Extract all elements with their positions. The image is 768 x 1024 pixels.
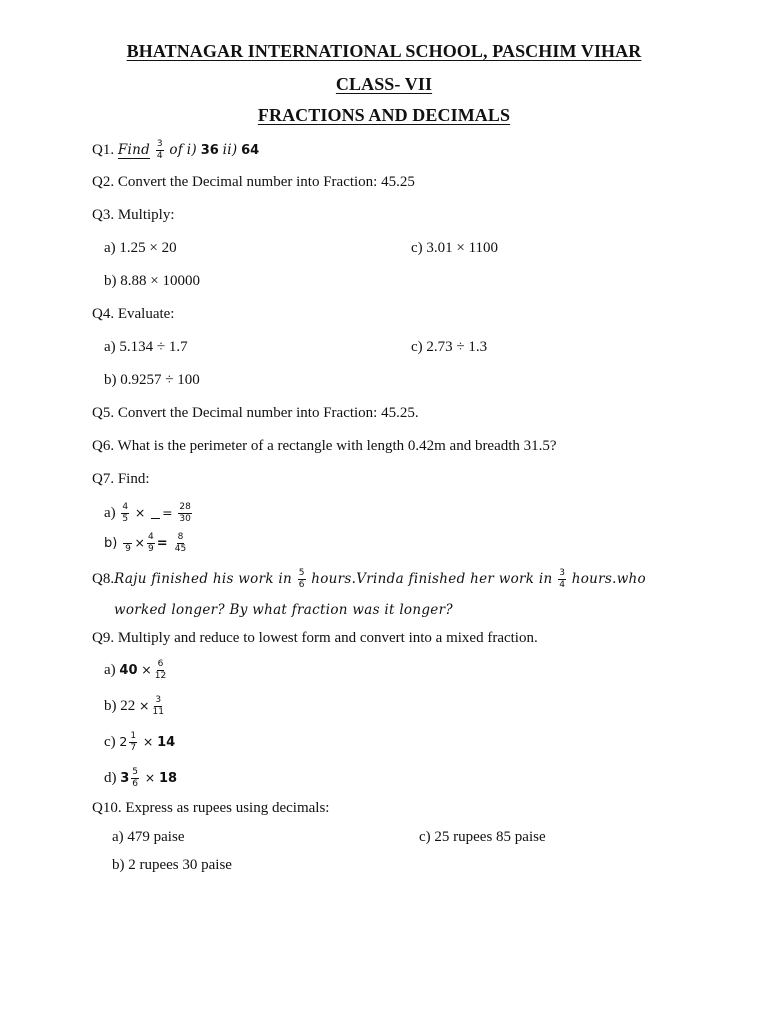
q1-fraction: $\frac{3}{4}$ <box>156 139 163 161</box>
question-5: Q5. Convert the Decimal number into Fraction: 45.25. <box>92 405 419 421</box>
q9-part-a: a) 40 × $\frac{6}{12}$ <box>104 659 167 681</box>
q9-part-b: b) 22 × $\frac{3}{11}$ <box>104 695 164 717</box>
class-title: CLASS- VII <box>335 74 433 94</box>
q3-part-a: a) 1.25 × 20 <box>104 240 177 256</box>
question-4: Q4. Evaluate: <box>92 306 175 322</box>
q3-part-b: b) 8.88 × 10000 <box>104 273 200 289</box>
question-9: Q9. Multiply and reduce to lowest form and convert into a mixed fraction. <box>92 630 538 646</box>
question-6: Q6. What is the perimeter of a rectangle with length 0.42m and breadth 31.5? <box>92 438 557 454</box>
q10-part-b: b) 2 rupees 30 paise <box>112 857 232 873</box>
q9-part-d: d) 3 $\frac{5}{6}$ × 18 <box>104 767 178 789</box>
school-name: BHATNAGAR INTERNATIONAL SCHOOL, PASCHIM VIHAR <box>126 41 642 61</box>
q10-part-c: c) 25 rupees 85 paise <box>419 829 546 845</box>
q3-part-c: c) 3.01 × 1100 <box>411 240 499 256</box>
q9-part-c: c) 2 $\frac{1}{7}$ × 14 <box>104 731 176 753</box>
question-7: Q7. Find: <box>92 471 150 487</box>
question-10: Q10. Express as rupees using decimals: <box>92 800 330 816</box>
question-2: Q2. Convert the Decimal number into Fraction: 45.25 <box>92 174 415 190</box>
q7-part-b: b) 9 × $\frac{4}{9}$ = $\frac{8}{45}$ <box>104 532 187 554</box>
question-1: Q1. Find $\frac{3}{4}$ of i) 36 ii) 64 <box>92 139 260 161</box>
q4-part-a: a) 5.134 ÷ 1.7 <box>104 339 188 355</box>
q4-part-c: c) 2.73 ÷ 1.3 <box>411 339 488 355</box>
question-8: Q8.Raju finished his work in $\frac{5}{6}$ hours.Vrinda finished her work in $\frac{3}{4}$ hours.who <box>92 568 646 590</box>
q1-find: Find <box>117 141 151 158</box>
question-8-line-2: worked longer? By what fraction was it longer? <box>114 602 453 618</box>
q10-part-a: a) 479 paise <box>112 829 185 845</box>
question-3: Q3. Multiply: <box>92 207 175 223</box>
worksheet-title: FRACTIONS AND DECIMALS <box>257 105 511 125</box>
q7-part-a: a) $\frac{4}{5}$ × = $\frac{28}{30}$ <box>104 502 191 524</box>
q4-part-b: b) 0.9257 ÷ 100 <box>104 372 200 388</box>
